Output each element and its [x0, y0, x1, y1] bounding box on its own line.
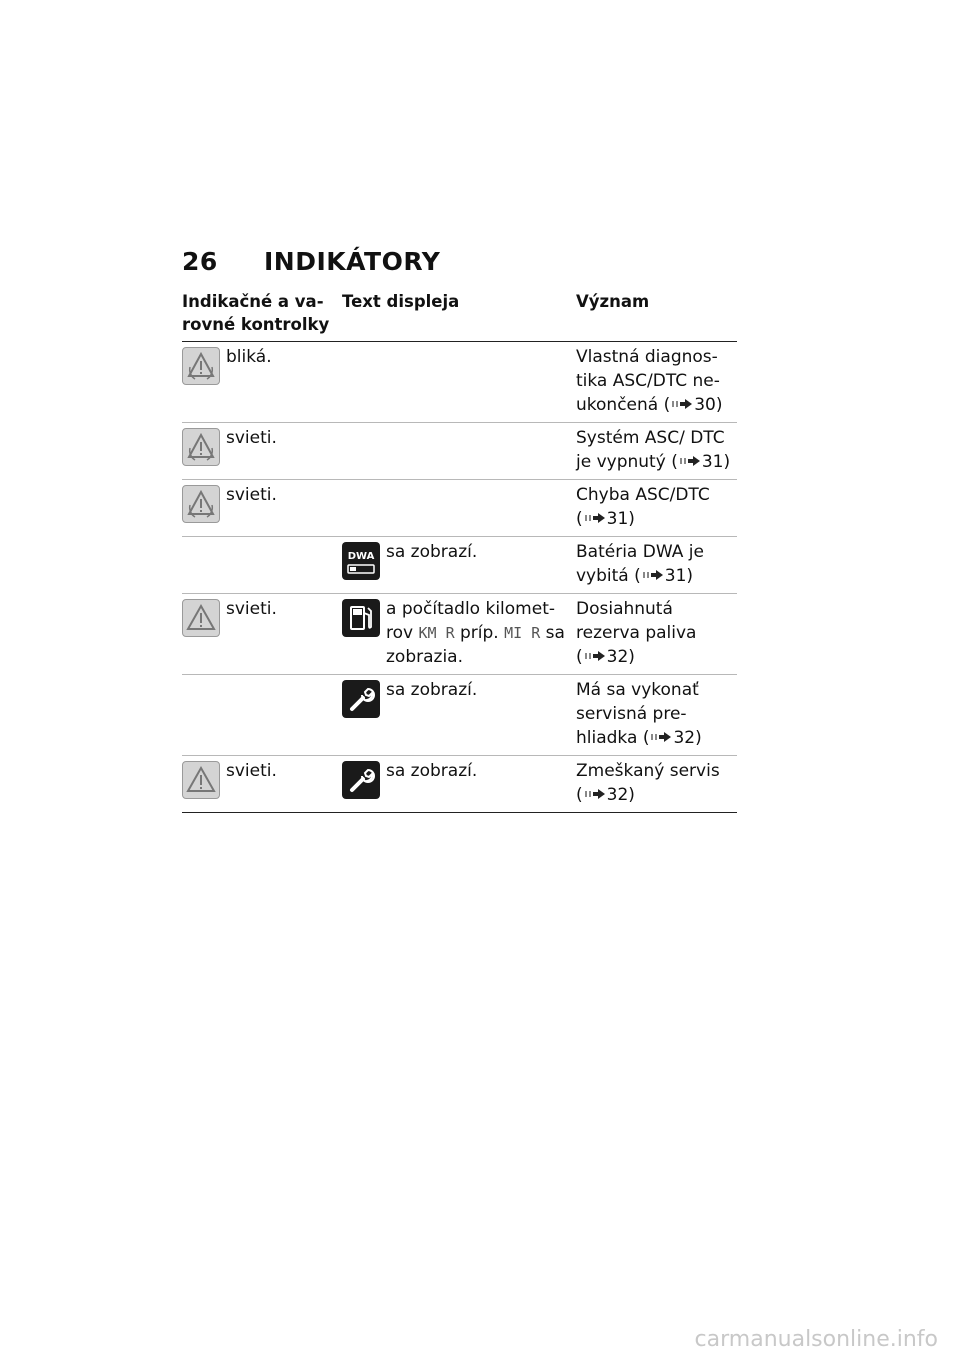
page-ref-arrow-icon: [651, 732, 671, 742]
watermark: carmanualsonline.info: [694, 1327, 938, 1352]
table-row: [182, 594, 737, 675]
page-ref-arrow-icon: [585, 651, 605, 661]
meaning-text: Má sa vykonať servisná pre-hliadka ( 32): [576, 680, 702, 748]
page-ref: ( 31): [576, 509, 635, 529]
wrench-icon: [342, 761, 380, 799]
table-row: [182, 675, 737, 756]
page-ref-arrow-icon: [643, 570, 663, 580]
table-row: [182, 480, 737, 537]
header-meaning: Význam: [576, 292, 650, 311]
page-ref: ( 30): [663, 395, 723, 415]
fuel-pump-icon: [342, 599, 380, 637]
asc-warning-icon: [182, 347, 220, 385]
page-ref-arrow-icon: [585, 513, 605, 523]
general-warning-icon: [182, 761, 220, 799]
meaning-text: Dosiahnutá rezerva paliva ( 32): [576, 599, 697, 667]
display-text: a počítadlo kilomet-rov KM R príp. MI R sa zobrazia.: [386, 599, 565, 667]
page-ref-arrow-icon: [680, 456, 700, 466]
indicator-state: svieti.: [226, 485, 277, 505]
general-warning-icon: [182, 599, 220, 637]
table-row: [182, 756, 737, 813]
display-text: sa zobrazí.: [386, 542, 478, 562]
odometer-code: MI R: [504, 624, 541, 642]
indicator-state: bliká.: [226, 347, 272, 367]
page-header: [182, 244, 440, 278]
asc-warning-icon: [182, 485, 220, 523]
indicator-state: svieti.: [226, 428, 277, 448]
dwa-battery-icon: [342, 542, 380, 580]
indicator-table: [182, 290, 737, 813]
meaning-text: Vlastná diagnos-tika ASC/DTC ne-ukončená ( 30): [576, 347, 723, 415]
page-ref: ( 32): [576, 647, 635, 667]
meaning-text: Batéria DWA je vybitá ( 31): [576, 542, 704, 586]
display-text: sa zobrazí.: [386, 761, 478, 781]
meaning-text: Chyba ASC/DTC ( 31): [576, 485, 710, 529]
page-ref: ( 31): [634, 566, 694, 586]
indicator-state: svieti.: [226, 761, 277, 781]
table-row: [182, 423, 737, 480]
table-row: [182, 342, 737, 423]
table-header: [182, 290, 737, 342]
meaning-text: Systém ASC/ DTC je vypnutý ( 31): [576, 428, 731, 472]
wrench-icon: [342, 680, 380, 718]
header-indicators: Indikačné a va-rovné kontrolky: [182, 292, 330, 334]
table-row: [182, 537, 737, 594]
indicator-state: svieti.: [226, 599, 277, 619]
asc-warning-icon: [182, 428, 220, 466]
page-ref-arrow-icon: [672, 399, 692, 409]
page-ref: ( 32): [642, 728, 702, 748]
display-text: sa zobrazí.: [386, 680, 478, 700]
page-ref-arrow-icon: [585, 789, 605, 799]
page-number: 26: [182, 246, 218, 276]
meaning-text: Zmeškaný servis ( 32): [576, 761, 720, 805]
svg-text:DWA: DWA: [347, 551, 375, 562]
odometer-code: KM R: [418, 624, 455, 642]
page-title: INDIKÁTORY: [264, 246, 441, 276]
page-ref: ( 32): [576, 785, 635, 805]
header-display-text: Text displeja: [342, 292, 460, 311]
page-ref: ( 31): [671, 452, 731, 472]
